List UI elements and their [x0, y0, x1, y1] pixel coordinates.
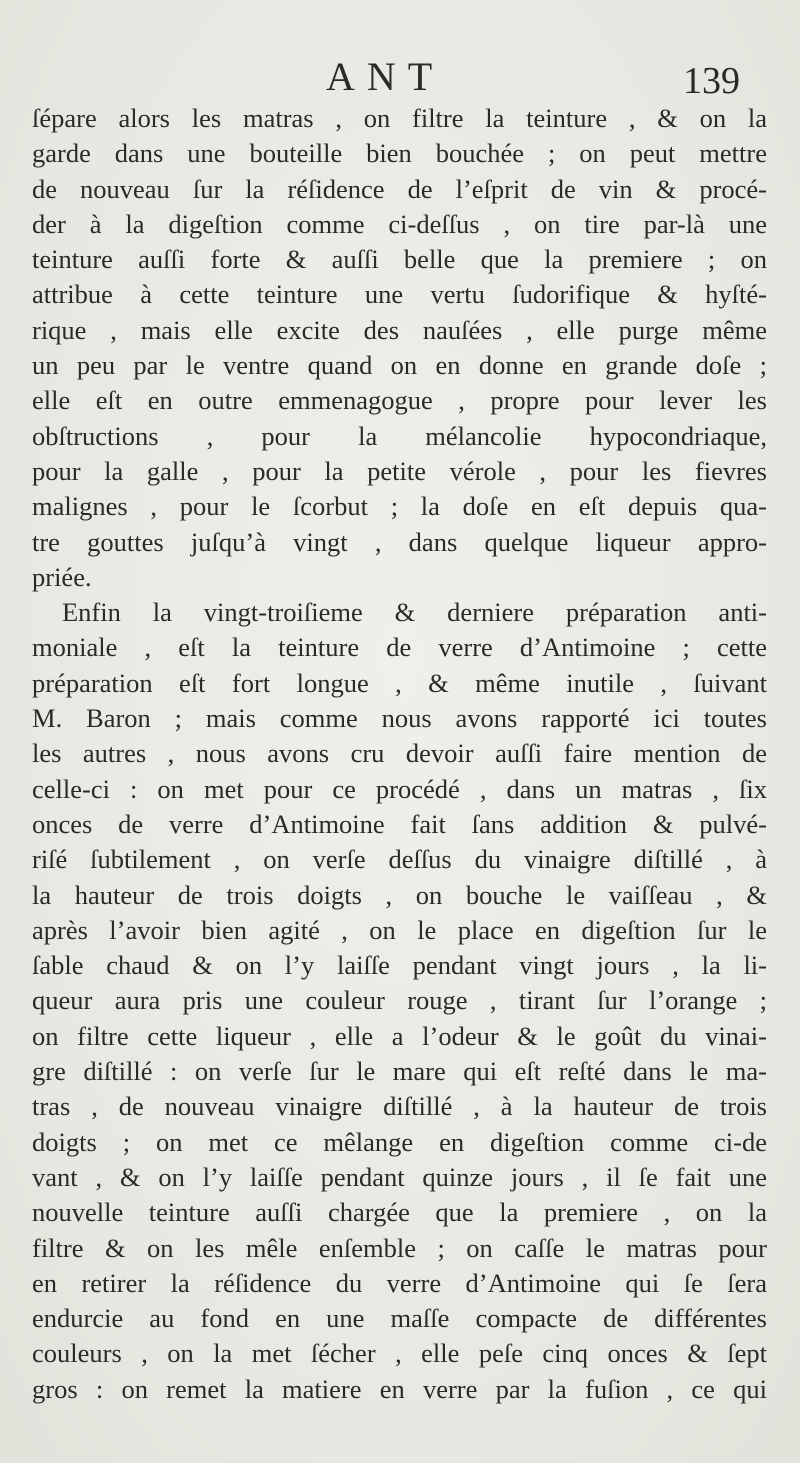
text-line: queur aura pris une couleur rouge , tirant ſur l’orange ; [32, 985, 767, 1016]
text-line: de nouveau ſur la réſidence de l’eſprit de vin & procé- [32, 173, 767, 204]
text-line: gros : on remet la matiere en verre par la fuſion , ce qui [32, 1373, 767, 1404]
text-line: gre diſtillé : on verſe ſur le mare qui eſt reſté dans le ma- [32, 1056, 767, 1087]
text-line: elle eſt en outre emmenagogue , propre pour lever les [32, 385, 767, 416]
text-line: préparation eſt fort longue , & même inutile , ſuivant [32, 667, 767, 698]
text-line: teinture auſſi forte & auſſi belle que la premiere ; on [32, 244, 767, 275]
text-line: obſtructions , pour la mélancolie hypocondriaque, [32, 420, 767, 451]
text-line: en retirer la réſidence du verre d’Antimoine qui ſe ſera [32, 1267, 767, 1298]
text-line: on filtre cette liqueur , elle a l’odeur & le goût du vinai- [32, 1020, 767, 1051]
text-line: filtre & on les mêle enſemble ; on caſſe le matras pour [32, 1232, 767, 1263]
running-head: ANT [326, 54, 445, 99]
text-line: un peu par le ventre quand on en donne en grande doſe ; [32, 350, 767, 381]
text-line: onces de verre d’Antimoine fait ſans addition & pulvé- [32, 808, 767, 839]
text-line: la hauteur de trois doigts , on bouche le vaiſſeau , & [32, 879, 767, 910]
page-body-text [32, 101, 767, 1407]
text-line: doigts ; on met ce mêlange en digeſtion comme ci-de [32, 1126, 767, 1157]
text-line: der à la digeſtion comme ci-deſſus , on tire par-là une [32, 208, 767, 239]
text-line: vant , & on l’y laiſſe pendant quinze jours , il ſe fait une [32, 1161, 767, 1192]
text-line: attribue à cette teinture une vertu ſudorifique & hyſté- [32, 279, 767, 310]
text-line: celle-ci : on met pour ce procédé , dans un matras , ſix [32, 773, 767, 804]
text-line: nouvelle teinture auſſi chargée que la premiere , on la [32, 1197, 767, 1228]
text-line: endurcie au fond en une maſſe compacte de différentes [32, 1303, 767, 1334]
text-line: rique , mais elle excite des nauſées , elle purge même [32, 314, 767, 345]
text-line: après l’avoir bien agité , on le place en digeſtion ſur le [32, 914, 767, 945]
paragraph-first-line: Enfin la vingt-troiſieme & derniere préparation anti- [62, 597, 767, 628]
paragraph-end-line: priée. [32, 561, 92, 592]
text-line: malignes , pour le ſcorbut ; la doſe en eſt depuis qua- [32, 491, 767, 522]
text-line: M. Baron ; mais comme nous avons rapporté ici toutes [32, 703, 767, 734]
text-line: couleurs , on la met ſécher , elle peſe cinq onces & ſept [32, 1338, 767, 1369]
text-line: les autres , nous avons cru devoir auſſi faire mention de [32, 738, 767, 769]
text-line: pour la galle , pour la petite vérole , pour les fievres [32, 455, 767, 486]
text-line: riſé ſubtilement , on verſe deſſus du vinaigre diſtillé , à [32, 844, 767, 875]
text-line: moniale , eſt la teinture de verre d’Antimoine ; cette [32, 632, 767, 663]
text-line: tre gouttes juſqu’à vingt , dans quelque liqueur appro- [32, 526, 767, 557]
page-header [0, 52, 800, 102]
page-number: 139 [683, 60, 740, 102]
text-line: tras , de nouveau vinaigre diſtillé , à la hauteur de trois [32, 1091, 767, 1122]
text-line: ſable chaud & on l’y laiſſe pendant vingt jours , la li- [32, 950, 767, 981]
text-line: garde dans une bouteille bien bouchée ; on peut mettre [32, 138, 767, 169]
text-line: ſépare alors les matras , on filtre la teinture , & on la [32, 103, 767, 133]
